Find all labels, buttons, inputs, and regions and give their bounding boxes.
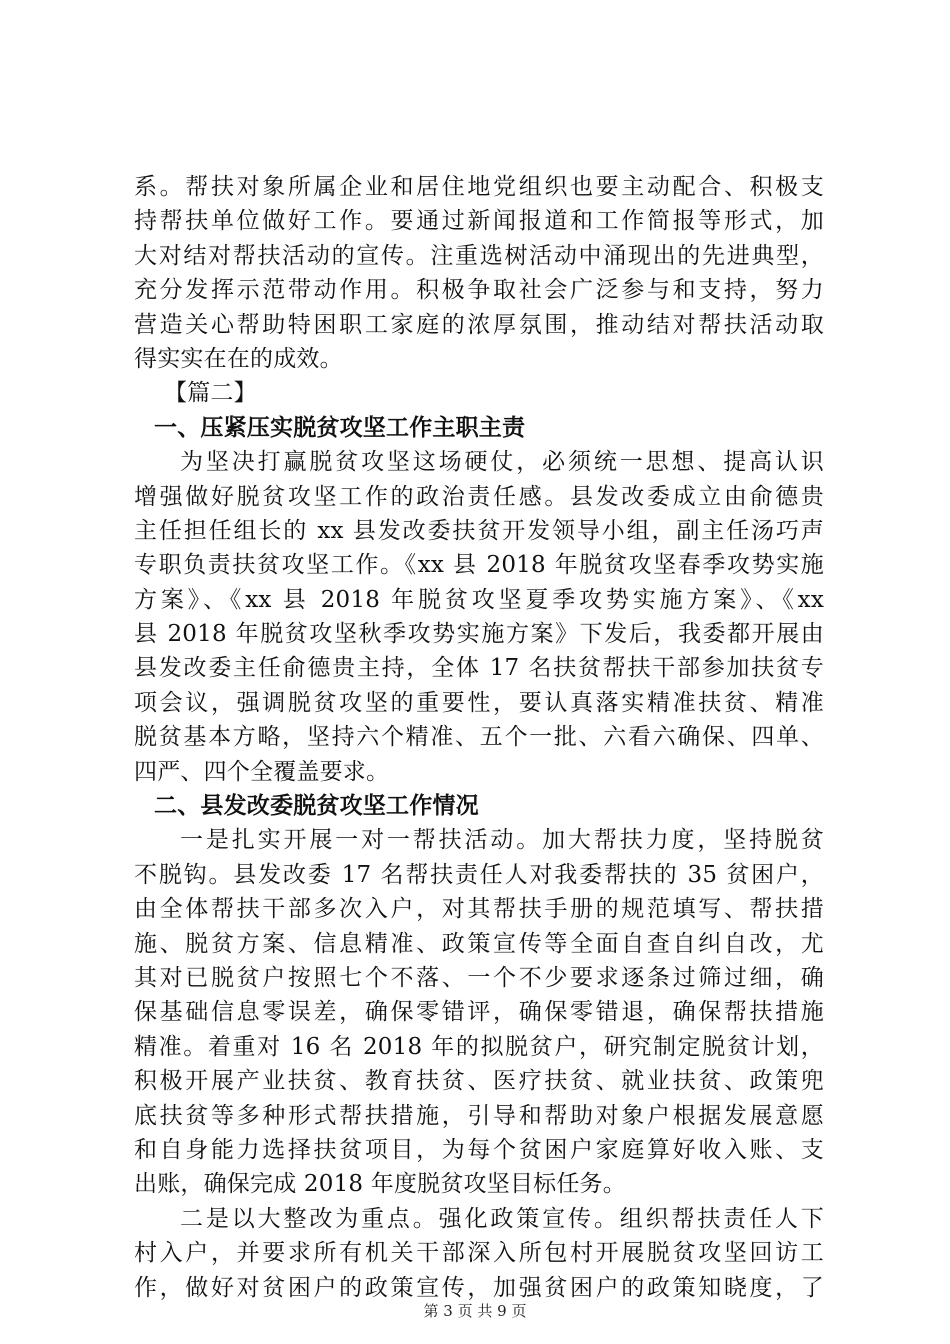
text-line: 充分发挥示范带动作用。积极争取社会广泛参与和支持，努力 (134, 277, 824, 304)
text-line: 施、脱贫方案、信息精准、政策宣传等全面自查自纠自改，尤 (134, 930, 824, 957)
text-line: 方案》、《xx 县 2018 年脱贫攻坚夏季攻势实施方案》、《xx (134, 586, 824, 613)
text-line: 精准。着重对 16 名 2018 年的拟脱贫户，研究制定脱贫计划， (134, 1033, 824, 1060)
paragraph-one-on-one-assistance (134, 823, 824, 1201)
section-heading-2: 二、县发改委脱贫攻坚工作情况 (154, 793, 479, 820)
text-line: 保基础信息零误差，确保零错评，确保零错退，确保帮扶措施 (134, 999, 824, 1026)
section-label: 【篇二】 (164, 380, 257, 407)
text-line: 四严、四个全覆盖要求。 (134, 758, 390, 785)
document-body (134, 170, 824, 1305)
paragraph-rectification (134, 1202, 824, 1305)
text-line: 持帮扶单位做好工作。要通过新闻报道和工作简报等形式，加 (134, 208, 824, 235)
text-line: 作，做好对贫困户的政策宣传，加强贫困户的政策知晓度，了 (134, 1274, 824, 1301)
text-line: 县发改委主任俞德贵主持，全体 17 名扶贫帮扶干部参加扶贫专 (134, 655, 824, 682)
text-line: 县 2018 年脱贫攻坚秋季攻势实施方案》下发后，我委都开展由 (134, 621, 824, 648)
text-line: 主任担任组长的 xx 县发改委扶贫开发领导小组，副主任汤巧声 (134, 517, 824, 544)
text-line: 大对结对帮扶活动的宣传。注重选树活动中涌现出的先进典型， (134, 242, 824, 269)
text-line: 增强做好脱贫攻坚工作的政治责任感。县发改委成立由俞德贵 (134, 483, 824, 510)
page-number: 第 3 页 共 9 页 (423, 1302, 527, 1320)
paragraph-responsibility (134, 445, 824, 789)
text-line: 脱贫基本方略，坚持六个精准、五个一批、六看六确保、四单、 (134, 724, 824, 751)
text-line: 二是以大整改为重点。强化政策宣传。组织帮扶责任人下 (180, 1205, 824, 1232)
text-line: 专职负责扶贫攻坚工作。《xx 县 2018 年脱贫攻坚春季攻势实施 (134, 552, 824, 579)
text-line: 一是扎实开展一对一帮扶活动。加大帮扶力度，坚持脱贫 (180, 827, 824, 854)
section-heading-1: 一、压紧压实脱贫攻坚工作主职主责 (154, 414, 526, 441)
text-line: 和自身能力选择扶贫项目，为每个贫困户家庭算好收入账、支 (134, 1136, 824, 1163)
text-line: 得实实在在的成效。 (134, 345, 343, 372)
text-line: 营造关心帮助特困职工家庭的浓厚氛围，推动结对帮扶活动取 (134, 311, 824, 338)
paragraph-continuation (134, 170, 824, 376)
text-line: 由全体帮扶干部多次入户，对其帮扶手册的规范填写、帮扶措 (134, 896, 824, 923)
text-line: 出账，确保完成 2018 年度脱贫攻坚目标任务。 (134, 1171, 626, 1198)
text-line: 不脱钩。县发改委 17 名帮扶责任人对我委帮扶的 35 贫困户， (134, 861, 824, 888)
text-line: 为坚决打赢脱贫攻坚这场硬仗，必须统一思想、提高认识 (180, 449, 824, 476)
text-line: 村入户，并要求所有机关干部深入所包村开展脱贫攻坚回访工 (134, 1240, 824, 1267)
text-line: 项会议，强调脱贫攻坚的重要性，要认真落实精准扶贫、精准 (134, 689, 824, 716)
text-line: 底扶贫等多种形式帮扶措施，引导和帮助对象户根据发展意愿 (134, 1102, 824, 1129)
text-line: 积极开展产业扶贫、教育扶贫、医疗扶贫、就业扶贫、政策兜 (134, 1068, 824, 1095)
text-line: 系。帮扶对象所属企业和居住地党组织也要主动配合、积极支 (134, 174, 824, 200)
page-footer (0, 1300, 950, 1321)
text-line: 其对已脱贫户按照七个不落、一个不少要求逐条过筛过细，确 (134, 964, 824, 991)
